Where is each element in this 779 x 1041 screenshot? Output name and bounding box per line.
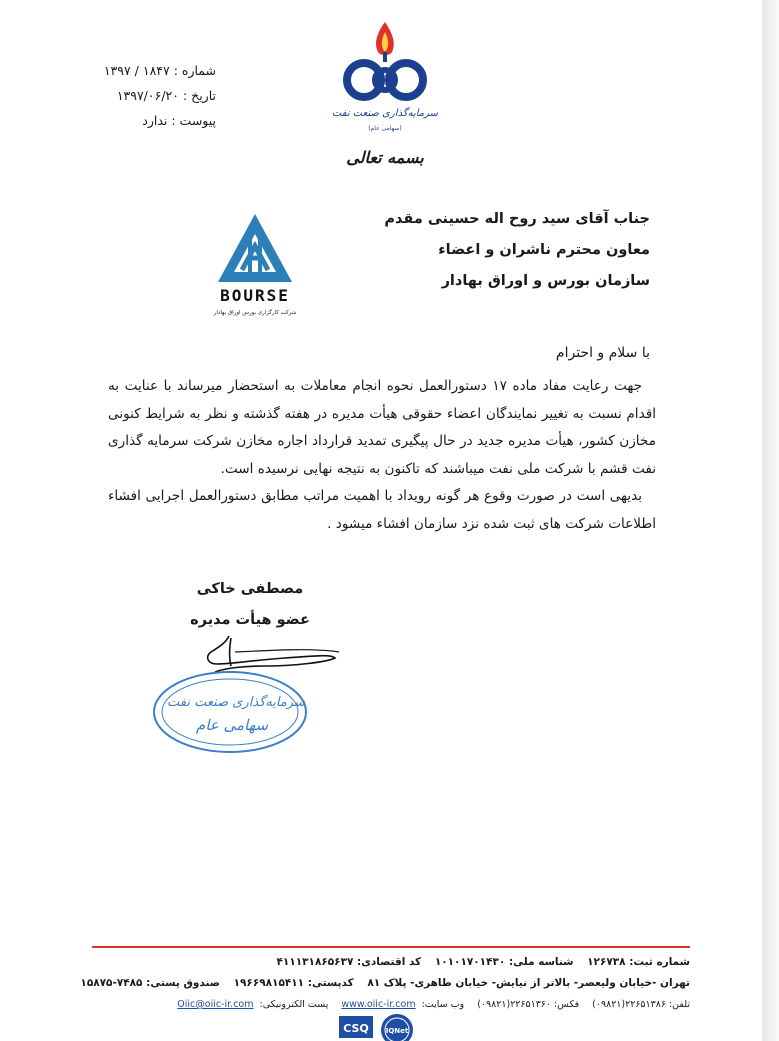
fax: فکس: ۲۲۶۵۱۳۶۰(۰۹۸۲۱): [477, 999, 580, 1010]
footer: [80, 952, 690, 1015]
signatory-block: [190, 574, 310, 636]
bourse-logo-caption: شرکت کارگزاری بورس اوراق بهادار: [213, 310, 297, 316]
bourse-logo: [194, 200, 316, 322]
oiic-logo: [331, 18, 439, 143]
letter-body: [108, 373, 656, 538]
postal-code: کدپستی: ۱۹۶۶۹۸۱۵۴۱۱: [233, 977, 354, 989]
logo-subcaption: (سهامی عام): [368, 125, 402, 132]
email-label: پست الکترونیکی:: [259, 999, 329, 1010]
logo-caption: سرمایه‌گذاری صنعت نفت: [331, 108, 439, 119]
addressee-block: [384, 204, 650, 297]
certification-logos: [337, 1010, 429, 1041]
addressee-title: معاون محترم ناشران و اعضاء: [438, 242, 650, 258]
addressee-name: جناب آقای سید روح اله حسینی مقدم: [384, 211, 650, 227]
po-box: صندوق پستی: ۷۴۸۵-۱۵۸۷۵: [80, 977, 220, 989]
letter-date: تاریخ : ۱۳۹۷/۰۶/۲۰: [116, 88, 216, 103]
letter-number: شماره : ۱۸۴۷ / ۱۳۹۷: [103, 63, 216, 78]
signatory-name: مصطفی خاکی: [196, 581, 304, 597]
phone: تلفن: ۲۲۶۵۱۳۸۶(۰۹۸۲۱): [592, 999, 690, 1010]
signatory-title: عضو هیأت مدیره: [190, 612, 310, 628]
national-id: شناسه ملی: ۱۰۱۰۱۷۰۱۴۳۰: [434, 956, 574, 968]
csq-logo-text: CSQ: [343, 1022, 369, 1035]
letter-attachment: پیوست : ندارد: [142, 113, 216, 128]
greeting: با سلام و احترام: [555, 345, 650, 361]
website-label: وب سایت:: [421, 999, 465, 1010]
letter-meta: [96, 58, 216, 133]
addressee-organization: سازمان بورس و اوراق بهادار: [441, 273, 650, 289]
company-stamp: [150, 668, 310, 756]
website-link[interactable]: www.oiic-ir.com: [341, 999, 416, 1010]
bourse-logo-text: BOURSE: [220, 286, 290, 305]
bismillah: بسمه تعالی: [346, 148, 424, 167]
stamp-text-bottom: سهامی عام: [195, 716, 269, 734]
stamp-text-top: سرمایه‌گذاری صنعت نفت: [167, 695, 305, 710]
email-link[interactable]: Oiic@oiic-ir.com: [177, 999, 254, 1010]
scan-edge: [762, 0, 779, 1041]
body-paragraph-1: جهت رعایت مفاد ماده ۱۷ دستورالعمل نحوه انجام معاملات به استحضار میرساند با عنایت به اقدام نسبت به تغییر نمایندگان اعضاء حقوقی هیأت مدیره در هفته گذشته و نظر به شرایط کنونی مخازن کشور، هیأت مدیره جدید در حال پیگیری تمدید قرارداد اجاره مخازن شرکت سرمایه گذاری نفت قشم با شرکت ملی نفت میباشند که تاکنون به نتیجه نهایی نرسیده است.: [108, 378, 656, 477]
body-paragraph-2: بدیهی است در صورت وقوع هر گونه رویداد با اهمیت مراتب مطابق دستورالعمل اجرایی افشاء اطلاعات شرکت های ثبت شده نزد سازمان افشاء میشود .: [108, 488, 656, 532]
address: تهران -خیابان ولیعصر- بالاتر از نیایش- خیابان طاهری- پلاک ۸۱: [367, 977, 690, 989]
footer-divider: [92, 946, 690, 948]
registration-number: شماره ثبت: ۱۲۶۷۳۸: [587, 956, 690, 968]
footer-registration-row: [90, 952, 690, 973]
footer-address-row: [80, 973, 690, 994]
economic-code: کد اقتصادی: ۴۱۱۱۳۱۸۶۵۶۳۷: [276, 956, 422, 968]
iqnet-logo-text: IQNet: [385, 1027, 409, 1035]
